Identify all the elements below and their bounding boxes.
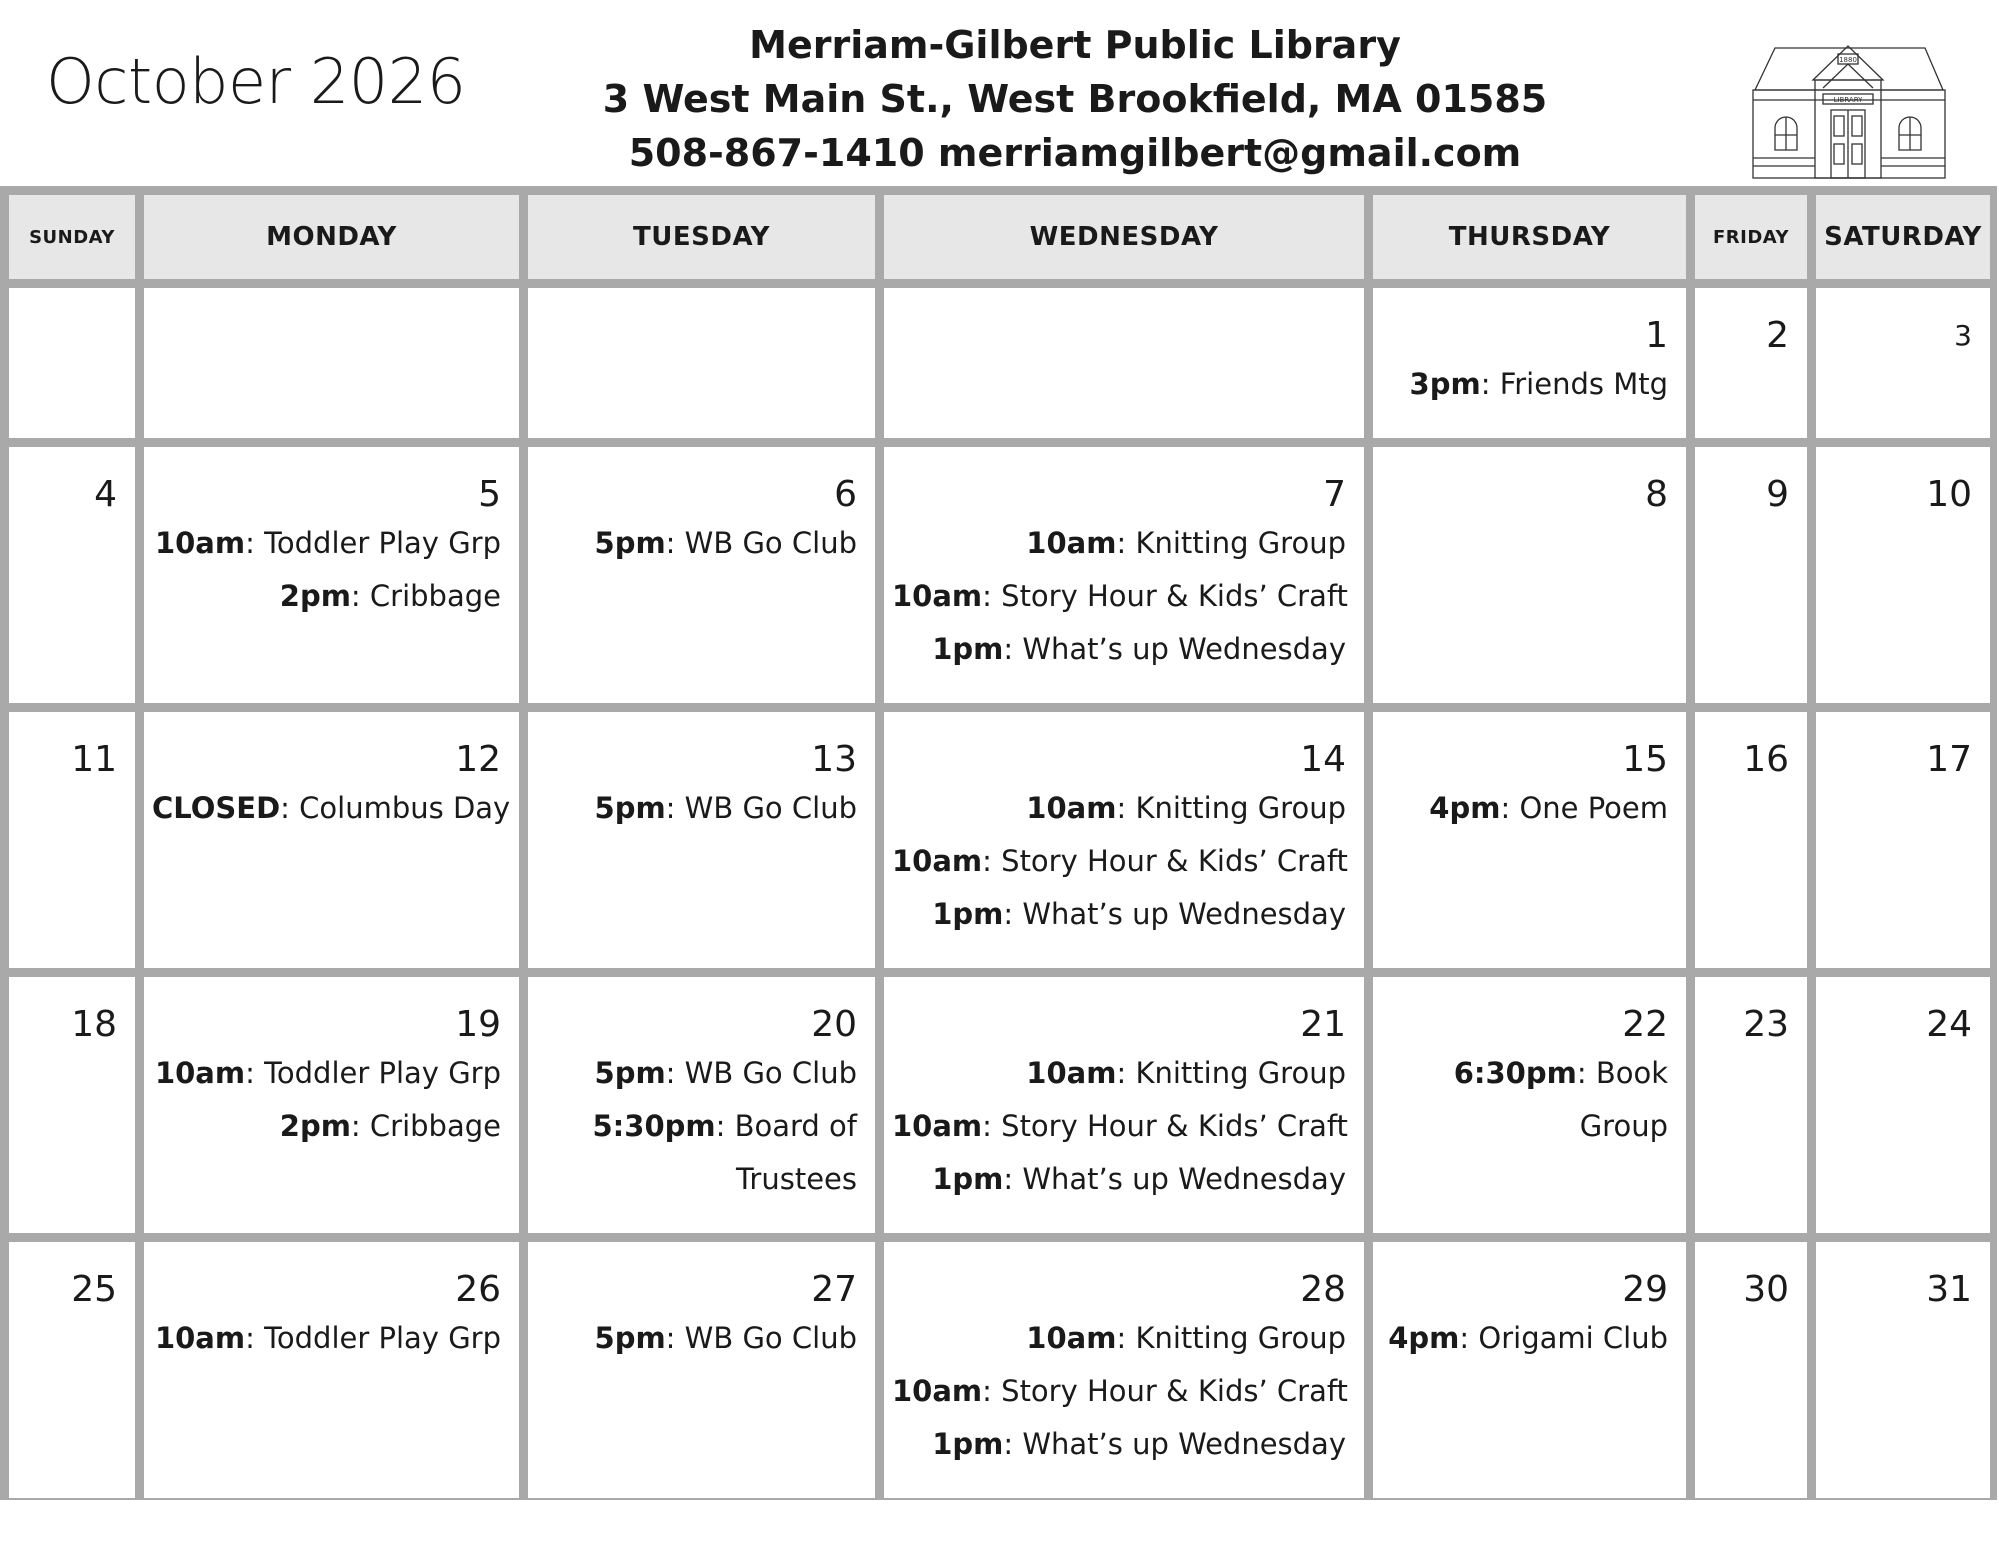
day-cell-tuesday xyxy=(528,977,875,1233)
weekday-header-friday: FRIDAY xyxy=(1695,195,1807,279)
event-title: Knitting Group xyxy=(1135,1321,1346,1355)
event-title: Toddler Play Grp xyxy=(264,526,501,560)
event-title: WB Go Club xyxy=(684,1321,857,1355)
calendar-event xyxy=(892,888,1346,941)
event-time: 2pm xyxy=(279,579,351,613)
day-number: 31 xyxy=(1926,1269,1972,1310)
logo-year-label: 1880 xyxy=(1839,56,1857,64)
event-title: Book Group xyxy=(1579,1056,1668,1143)
month-title: October 2026 xyxy=(46,45,466,118)
event-separator: : xyxy=(665,1321,685,1355)
event-separator: : xyxy=(245,1321,265,1355)
event-time: 10am xyxy=(892,579,983,613)
event-time: 10am xyxy=(1026,791,1117,825)
calendar-event xyxy=(892,1418,1346,1471)
calendar-event xyxy=(152,517,501,570)
event-separator: : xyxy=(715,1109,735,1143)
event-title: Board of Trustees xyxy=(734,1109,857,1196)
event-separator: : xyxy=(665,791,685,825)
event-separator: : xyxy=(1576,1056,1596,1090)
day-cell-sunday xyxy=(9,977,135,1233)
event-time: 10am xyxy=(1026,526,1117,560)
event-title: What’s up Wednesday xyxy=(1022,1162,1346,1196)
day-number: 25 xyxy=(71,1269,117,1310)
library-header xyxy=(600,18,1550,180)
day-number: 14 xyxy=(1300,739,1346,780)
calendar-event xyxy=(152,1047,501,1100)
day-number: 22 xyxy=(1622,1004,1668,1045)
event-time: 5pm xyxy=(594,1056,666,1090)
event-separator: : xyxy=(350,1109,370,1143)
event-separator: : xyxy=(982,1109,1002,1143)
event-separator: : xyxy=(1116,1321,1136,1355)
event-time: CLOSED xyxy=(152,791,281,825)
event-separator: : xyxy=(1116,526,1136,560)
event-time: 10am xyxy=(892,1109,983,1143)
event-title: WB Go Club xyxy=(684,1056,857,1090)
weekday-header-saturday: SATURDAY xyxy=(1816,195,1990,279)
weekday-header-wednesday: WEDNESDAY xyxy=(884,195,1364,279)
event-separator: : xyxy=(1500,791,1520,825)
event-separator: : xyxy=(1480,367,1500,401)
event-separator: : xyxy=(245,526,265,560)
event-title: Story Hour & Kids’ Craft xyxy=(1001,844,1348,878)
day-cell-saturday xyxy=(1816,712,1990,968)
calendar-event xyxy=(892,1153,1346,1206)
day-cell-monday xyxy=(144,712,519,968)
event-separator: : xyxy=(982,1374,1002,1408)
event-title: Origami Club xyxy=(1478,1321,1668,1355)
event-time: 5pm xyxy=(594,791,666,825)
calendar-event xyxy=(1381,358,1668,411)
library-address: 3 West Main St., West Brookfield, MA 01585 xyxy=(602,77,1548,121)
event-time: 4pm xyxy=(1429,791,1501,825)
day-number: 5 xyxy=(478,474,501,515)
day-cell-friday xyxy=(1695,977,1807,1233)
day-number: 20 xyxy=(811,1004,857,1045)
calendar-event xyxy=(536,782,857,835)
event-time: 1pm xyxy=(932,1162,1004,1196)
day-cell-thursday xyxy=(1373,712,1686,968)
day-cell-tuesday xyxy=(528,1242,875,1498)
event-title: Columbus Day xyxy=(299,791,511,825)
day-cell-thursday xyxy=(1373,447,1686,703)
day-number: 7 xyxy=(1323,474,1346,515)
calendar-event xyxy=(536,1100,857,1206)
day-cell-tuesday xyxy=(528,447,875,703)
day-cell-thursday xyxy=(1373,1242,1686,1498)
calendar-event xyxy=(892,623,1346,676)
event-time: 10am xyxy=(154,1056,246,1090)
day-number: 3 xyxy=(1954,319,1972,352)
day-cell-wednesday xyxy=(884,977,1364,1233)
day-cell-tuesday xyxy=(528,288,875,438)
calendar-event xyxy=(892,517,1346,570)
calendar-event xyxy=(536,1312,857,1365)
event-separator: : xyxy=(1003,897,1023,931)
event-title: Friends Mtg xyxy=(1499,367,1668,401)
day-cell-wednesday xyxy=(884,1242,1364,1498)
day-number: 30 xyxy=(1743,1269,1789,1310)
calendar-event xyxy=(1381,782,1668,835)
day-number: 10 xyxy=(1926,474,1972,515)
calendar-event xyxy=(152,570,501,623)
day-cell-friday xyxy=(1695,447,1807,703)
event-separator: : xyxy=(665,1056,685,1090)
day-cell-saturday xyxy=(1816,1242,1990,1498)
day-cell-sunday xyxy=(9,447,135,703)
event-separator: : xyxy=(982,579,1002,613)
event-title: Knitting Group xyxy=(1135,791,1346,825)
event-time: 10am xyxy=(154,526,246,560)
event-title: What’s up Wednesday xyxy=(1022,897,1346,931)
calendar-event xyxy=(892,1100,1346,1153)
event-separator: : xyxy=(1003,1162,1023,1196)
day-number: 12 xyxy=(455,739,501,780)
day-cell-monday xyxy=(144,977,519,1233)
event-time: 5pm xyxy=(594,1321,666,1355)
calendar-event xyxy=(892,1312,1346,1365)
day-cell-wednesday xyxy=(884,712,1364,968)
event-separator: : xyxy=(665,526,685,560)
weekday-header-sunday: SUNDAY xyxy=(9,195,135,279)
event-title: What’s up Wednesday xyxy=(1022,632,1346,666)
library-building-logo xyxy=(1745,40,1951,180)
event-time: 5:30pm xyxy=(592,1109,716,1143)
day-number: 29 xyxy=(1622,1269,1668,1310)
day-number: 4 xyxy=(94,474,117,515)
event-time: 1pm xyxy=(932,1427,1004,1461)
calendar-event xyxy=(892,1365,1346,1418)
day-cell-wednesday xyxy=(884,288,1364,438)
calendar-event xyxy=(892,1047,1346,1100)
event-time: 10am xyxy=(1026,1321,1117,1355)
day-number: 19 xyxy=(455,1004,501,1045)
day-number: 24 xyxy=(1926,1004,1972,1045)
event-time: 2pm xyxy=(279,1109,351,1143)
day-cell-friday xyxy=(1695,1242,1807,1498)
event-title: Knitting Group xyxy=(1135,526,1346,560)
event-separator: : xyxy=(1003,632,1023,666)
event-time: 5pm xyxy=(594,526,666,560)
day-cell-monday xyxy=(144,288,519,438)
day-number: 28 xyxy=(1300,1269,1346,1310)
day-cell-tuesday xyxy=(528,712,875,968)
day-number: 8 xyxy=(1645,474,1668,515)
weekday-header-tuesday: TUESDAY xyxy=(528,195,875,279)
event-title: Story Hour & Kids’ Craft xyxy=(1001,1109,1348,1143)
day-cell-saturday xyxy=(1816,447,1990,703)
day-number: 9 xyxy=(1766,474,1789,515)
calendar-event xyxy=(536,1047,857,1100)
event-time: 4pm xyxy=(1388,1321,1460,1355)
library-name: Merriam-Gilbert Public Library xyxy=(749,23,1401,67)
event-time: 3pm xyxy=(1409,367,1481,401)
event-title: Cribbage xyxy=(369,579,501,613)
calendar-event xyxy=(892,570,1346,623)
day-cell-thursday xyxy=(1373,977,1686,1233)
event-title: One Poem xyxy=(1519,791,1668,825)
day-cell-friday xyxy=(1695,288,1807,438)
day-number: 16 xyxy=(1743,739,1789,780)
event-time: 1pm xyxy=(932,897,1004,931)
event-separator: : xyxy=(1116,1056,1136,1090)
day-number: 6 xyxy=(834,474,857,515)
day-number: 21 xyxy=(1300,1004,1346,1045)
day-number: 1 xyxy=(1645,315,1668,356)
event-separator: : xyxy=(1116,791,1136,825)
day-number: 18 xyxy=(71,1004,117,1045)
calendar-event xyxy=(892,835,1346,888)
event-title: What’s up Wednesday xyxy=(1022,1427,1346,1461)
event-time: 10am xyxy=(154,1321,246,1355)
calendar-event xyxy=(152,1100,501,1153)
day-cell-sunday xyxy=(9,288,135,438)
calendar-grid xyxy=(0,186,1997,1500)
event-separator: : xyxy=(245,1056,265,1090)
weekday-header-thursday: THURSDAY xyxy=(1373,195,1686,279)
event-separator: : xyxy=(1459,1321,1479,1355)
day-cell-sunday xyxy=(9,1242,135,1498)
calendar-event xyxy=(892,782,1346,835)
event-time: 6:30pm xyxy=(1453,1056,1577,1090)
calendar-event xyxy=(1381,1312,1668,1365)
event-title: Toddler Play Grp xyxy=(264,1321,501,1355)
day-number: 23 xyxy=(1743,1004,1789,1045)
day-cell-saturday xyxy=(1816,977,1990,1233)
calendar-event xyxy=(1381,1047,1668,1153)
day-number: 11 xyxy=(71,739,117,780)
day-cell-thursday xyxy=(1373,288,1686,438)
event-time: 1pm xyxy=(932,632,1004,666)
library-contact: 508-867-1410 merriamgilbert@gmail.com xyxy=(628,131,1522,175)
event-title: WB Go Club xyxy=(684,791,857,825)
day-cell-saturday xyxy=(1816,288,1990,438)
day-number: 17 xyxy=(1926,739,1972,780)
day-number: 26 xyxy=(455,1269,501,1310)
calendar-event xyxy=(152,782,511,835)
event-separator: : xyxy=(1003,1427,1023,1461)
day-number: 13 xyxy=(811,739,857,780)
event-time: 10am xyxy=(892,844,983,878)
event-separator: : xyxy=(350,579,370,613)
day-cell-sunday xyxy=(9,712,135,968)
day-cell-friday xyxy=(1695,712,1807,968)
day-number: 27 xyxy=(811,1269,857,1310)
event-title: WB Go Club xyxy=(684,526,857,560)
day-number: 2 xyxy=(1766,315,1789,356)
event-title: Story Hour & Kids’ Craft xyxy=(1001,579,1348,613)
event-title: Story Hour & Kids’ Craft xyxy=(1001,1374,1348,1408)
day-cell-monday xyxy=(144,447,519,703)
weekday-header-monday: MONDAY xyxy=(144,195,519,279)
logo-library-label: LIBRARY xyxy=(1833,96,1863,104)
calendar-event xyxy=(536,517,857,570)
day-number: 15 xyxy=(1622,739,1668,780)
day-cell-wednesday xyxy=(884,447,1364,703)
calendar-event xyxy=(152,1312,501,1365)
event-separator: : xyxy=(280,791,300,825)
event-time: 10am xyxy=(1026,1056,1117,1090)
event-title: Knitting Group xyxy=(1135,1056,1346,1090)
event-title: Cribbage xyxy=(369,1109,501,1143)
event-title: Toddler Play Grp xyxy=(264,1056,501,1090)
event-time: 10am xyxy=(892,1374,983,1408)
day-cell-monday xyxy=(144,1242,519,1498)
event-separator: : xyxy=(982,844,1002,878)
